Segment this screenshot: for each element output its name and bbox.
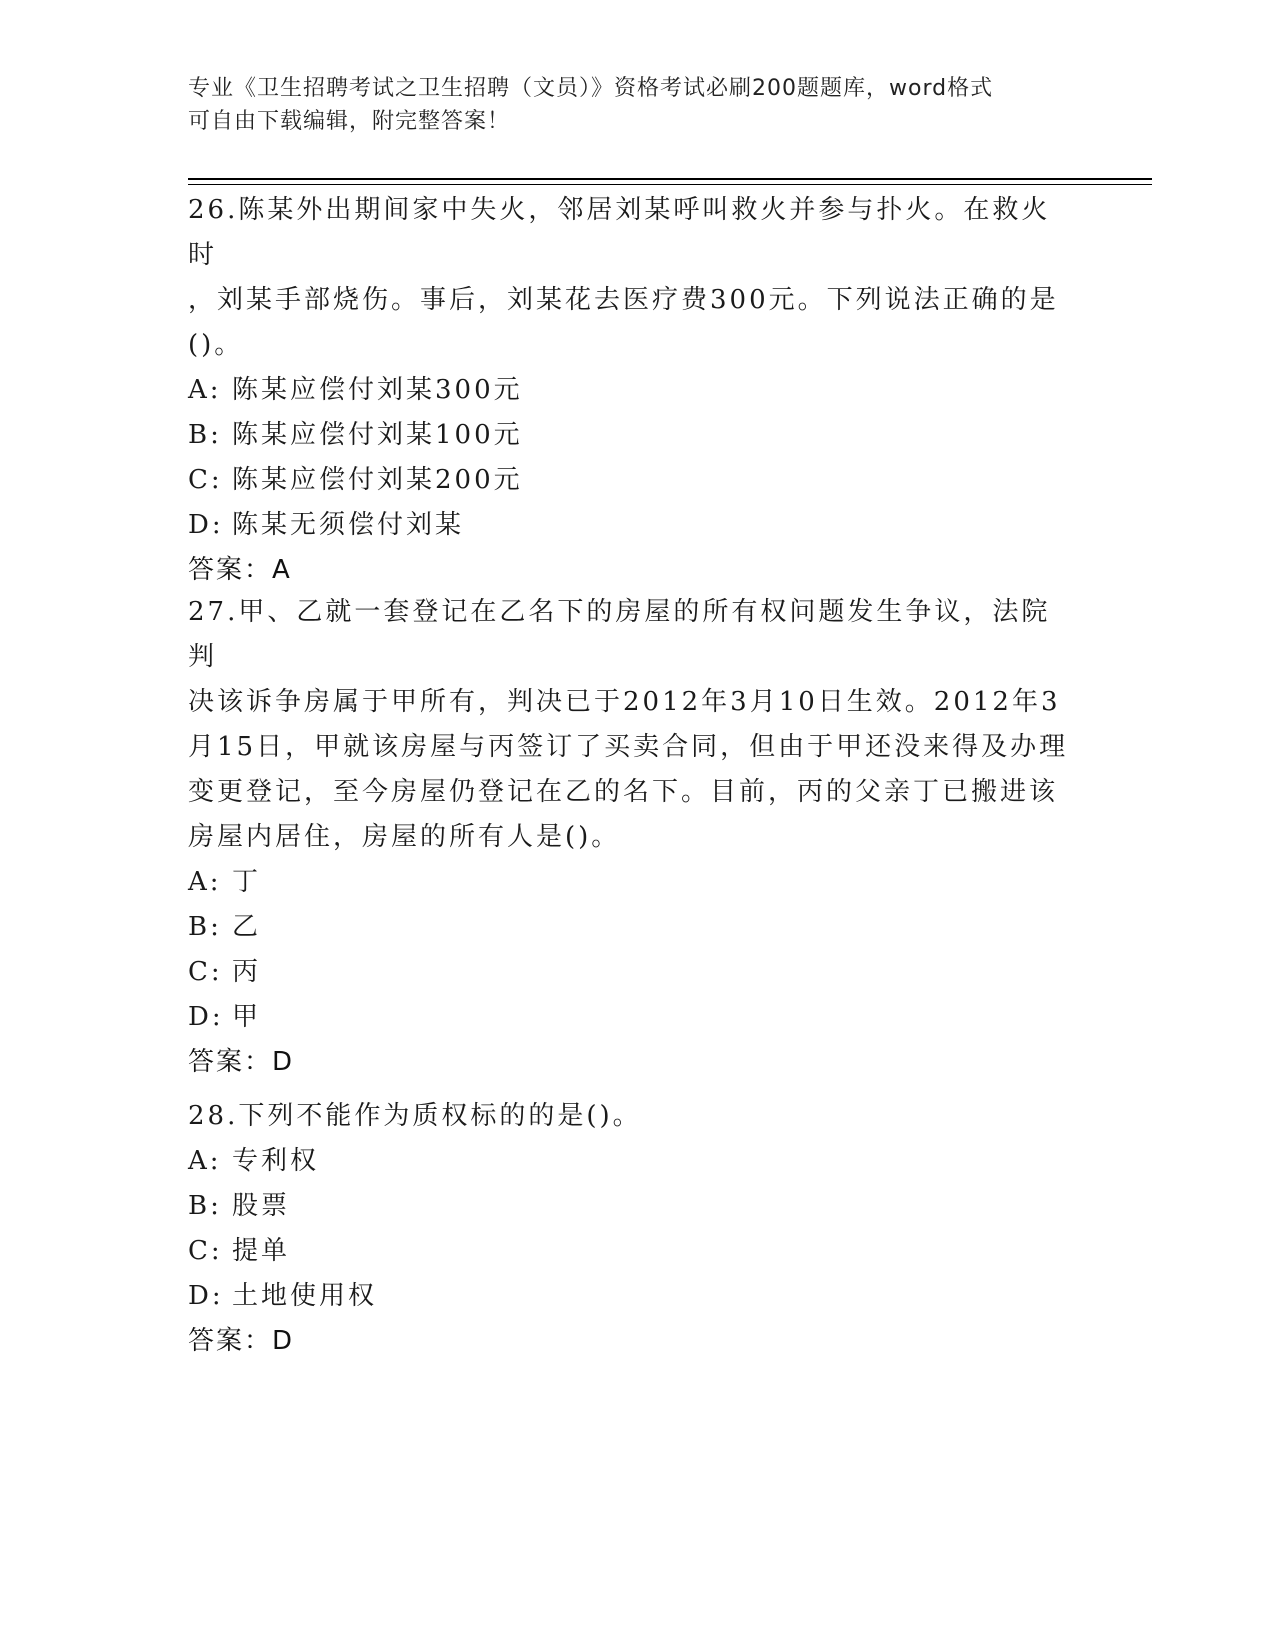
answer-label: 答案：D xyxy=(188,1047,295,1077)
option-key: A: xyxy=(188,1146,222,1176)
answer-label: 答案：A xyxy=(188,555,292,585)
option-text: 丁 xyxy=(232,867,262,897)
question-28 xyxy=(188,1094,1078,1364)
option-key: C: xyxy=(188,957,223,987)
question-stem xyxy=(188,1094,1078,1139)
option-key: A: xyxy=(188,867,222,897)
stem-line: 27.甲、乙就一套登记在乙名下的房屋的所有权问题发生争议，法院判 xyxy=(188,597,1051,672)
option-text: 提单 xyxy=(232,1236,291,1266)
stem-line: 决该诉争房属于甲所有，判决已于2012年3月10日生效。2012年3 xyxy=(188,687,1061,717)
option-c xyxy=(188,458,1078,503)
stem-line: 26.陈某外出期间家中失火，邻居刘某呼叫救火并参与扑火。在救火时 xyxy=(188,195,1051,270)
option-text: 土地使用权 xyxy=(232,1281,378,1311)
header-rule-thin xyxy=(188,184,1152,185)
option-a xyxy=(188,860,1078,905)
option-key: B: xyxy=(188,420,222,450)
option-text: 陈某应偿付刘某100元 xyxy=(232,420,523,450)
question-27 xyxy=(188,590,1078,1085)
option-text: 股票 xyxy=(232,1191,291,1221)
option-c xyxy=(188,1229,1078,1274)
question-stem xyxy=(188,590,1078,860)
stem-line: 28.下列不能作为质权标的的是()。 xyxy=(188,1101,642,1131)
option-key: D: xyxy=(188,1281,224,1311)
option-b xyxy=(188,905,1078,950)
header-line-2: 可自由下载编辑，附完整答案！ xyxy=(188,109,511,134)
option-text: 陈某应偿付刘某300元 xyxy=(232,375,523,405)
option-text: 陈某应偿付刘某200元 xyxy=(232,465,523,495)
header-rule-thick xyxy=(188,178,1152,180)
option-text: 乙 xyxy=(232,912,262,942)
stem-line: 变更登记，至今房屋仍登记在乙的名下。目前，丙的父亲丁已搬进该 xyxy=(188,777,1059,807)
stem-line: ()。 xyxy=(188,330,244,360)
option-b xyxy=(188,413,1078,458)
option-key: C: xyxy=(188,1236,223,1266)
option-text: 丙 xyxy=(232,957,262,987)
option-b xyxy=(188,1184,1078,1229)
header-line-1: 专业《卫生招聘考试之卫生招聘（文员）》资格考试必刷200题题库，word格式 xyxy=(188,76,994,101)
option-a xyxy=(188,368,1078,413)
option-key: A: xyxy=(188,375,222,405)
option-key: B: xyxy=(188,1191,222,1221)
option-d xyxy=(188,503,1078,548)
question-26 xyxy=(188,188,1078,593)
option-key: D: xyxy=(188,510,224,540)
stem-line: 房屋内居住，房屋的所有人是()。 xyxy=(188,822,621,852)
option-key: C: xyxy=(188,465,223,495)
option-d xyxy=(188,995,1078,1040)
document-header xyxy=(188,72,1068,138)
option-key: B: xyxy=(188,912,222,942)
question-stem xyxy=(188,188,1078,368)
option-text: 专利权 xyxy=(232,1146,320,1176)
option-text: 陈某无须偿付刘某 xyxy=(232,510,465,540)
option-a xyxy=(188,1139,1078,1184)
option-c xyxy=(188,950,1078,995)
option-text: 甲 xyxy=(232,1002,262,1032)
option-d xyxy=(188,1274,1078,1319)
answer-label: 答案：D xyxy=(188,1326,295,1356)
stem-line: 月15日，甲就该房屋与丙签订了买卖合同，但由于甲还没来得及办理 xyxy=(188,732,1069,762)
stem-line: ，刘某手部烧伤。事后，刘某花去医疗费300元。下列说法正确的是 xyxy=(188,285,1059,315)
option-key: D: xyxy=(188,1002,224,1032)
